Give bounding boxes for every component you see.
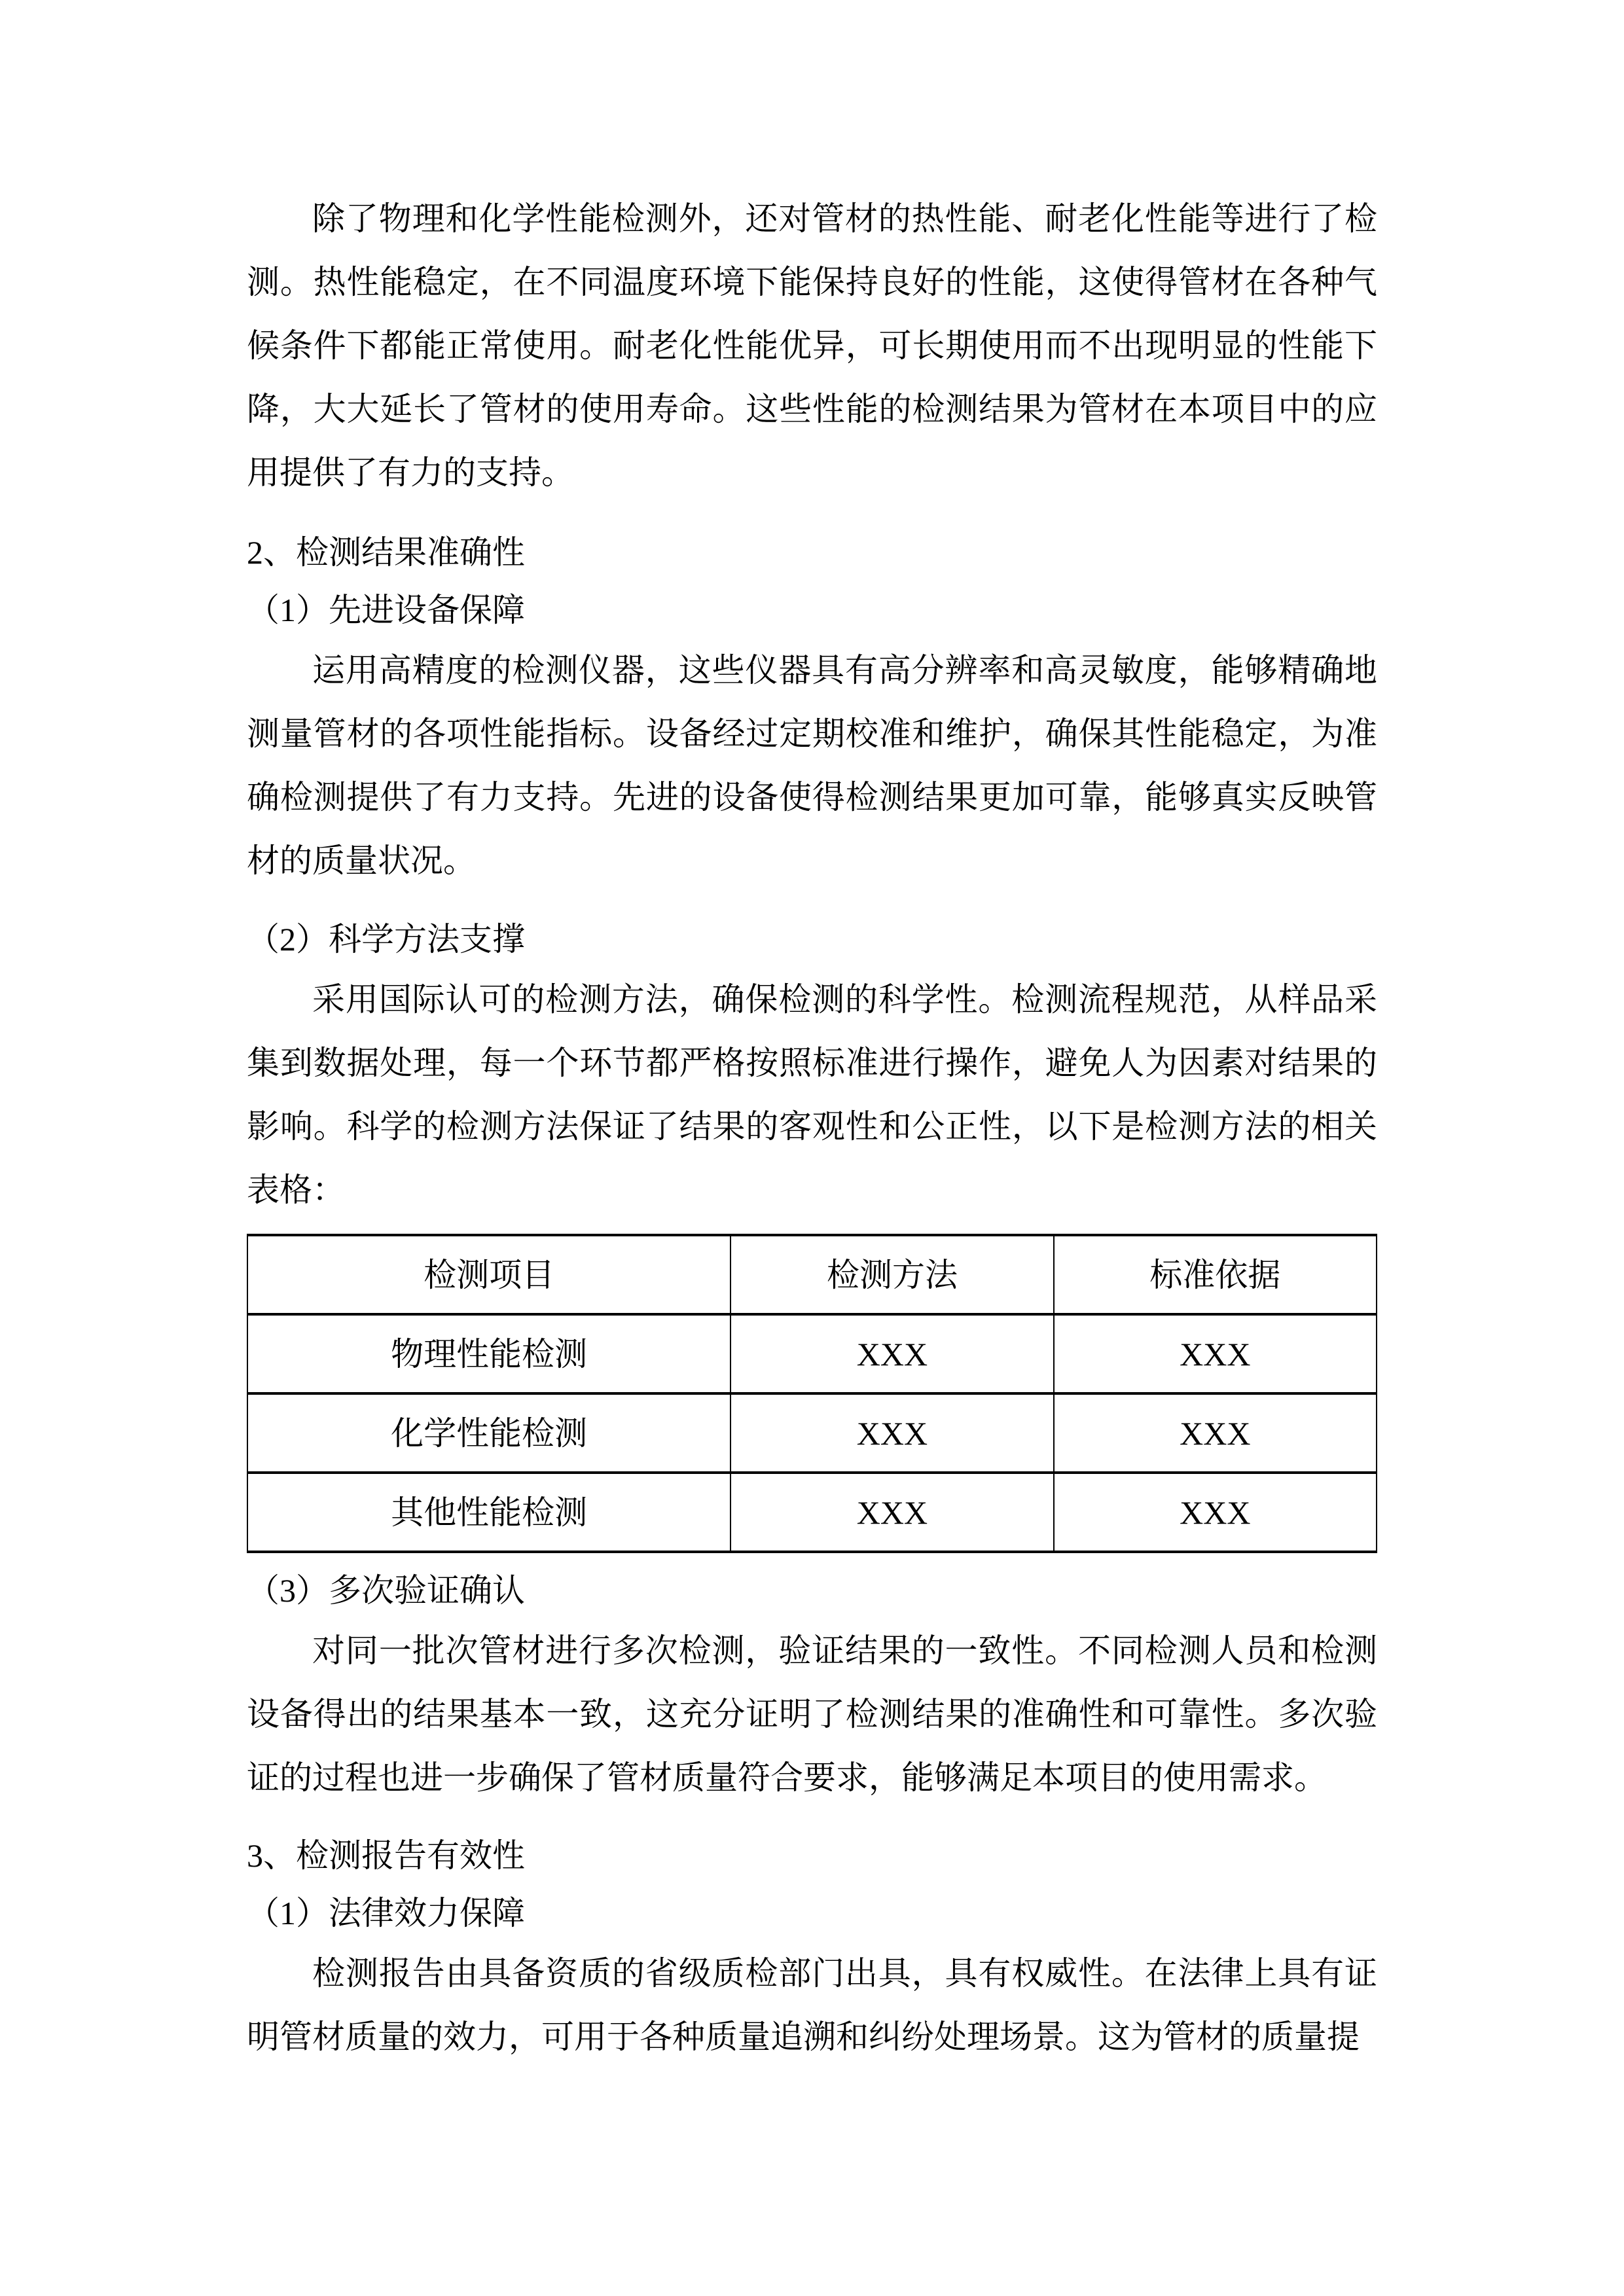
table-header-item: 检测项目 bbox=[247, 1235, 731, 1314]
heading-report-validity: 3、检测报告有效性 bbox=[247, 1837, 525, 1874]
table-cell-standard: XXX bbox=[1054, 1314, 1377, 1393]
table-cell-item: 其他性能检测 bbox=[247, 1473, 731, 1552]
table-cell-item: 物理性能检测 bbox=[247, 1314, 731, 1393]
table-header-row bbox=[247, 1235, 1377, 1314]
table-cell-method: XXX bbox=[731, 1393, 1053, 1473]
table-cell-item: 化学性能检测 bbox=[247, 1393, 731, 1473]
paragraph-multiple-verification: 对同一批次管材进行多次检测，验证结果的一致性。不同检测人员和检测设备得出的结果基本一致，这充分证明了检测结果的准确性和可靠性。多次验证的过程也进一步确保了管材质量符合要求，能够满足本项目的使用需求。 bbox=[247, 1632, 1377, 1796]
table-cell-standard: XXX bbox=[1054, 1393, 1377, 1473]
paragraph-thermal-aging: 除了物理和化学性能检测外，还对管材的热性能、耐老化性能等进行了检测。热性能稳定，在不同温度环境下能保持良好的性能，这使得管材在各种气候条件下都能正常使用。耐老化性能优异，可长期使用而不出现明显的性能下降，大大延长了管材的使用寿命。这些性能的检测结果为管材在本项目中的应用提供了有力的支持。 bbox=[247, 200, 1377, 491]
paragraph-scientific-method: 采用国际认可的检测方法，确保检测的科学性。检测流程规范，从样品采集到数据处理，每一个环节都严格按照标准进行操作，避免人为因素对结果的影响。科学的检测方法保证了结果的客观性和公正性，以下是检测方法的相关表格： bbox=[247, 981, 1377, 1208]
paragraph-advanced-equipment: 运用高精度的检测仪器，这些仪器具有高分辨率和高灵敏度，能够精确地测量管材的各项性能指标。设备经过定期校准和维护，确保其性能稳定，为准确检测提供了有力支持。先进的设备使得检测结果更加可靠，能够真实反映管材的质量状况。 bbox=[247, 652, 1377, 879]
table-cell-method: XXX bbox=[731, 1473, 1053, 1552]
heading-advanced-equipment: （1）先进设备保障 bbox=[247, 592, 525, 628]
heading-multiple-verification: （3）多次验证确认 bbox=[247, 1572, 525, 1609]
heading-result-accuracy: 2、检测结果准确性 bbox=[247, 534, 525, 571]
table-cell-method: XXX bbox=[731, 1314, 1053, 1393]
table-cell-standard: XXX bbox=[1054, 1473, 1377, 1552]
table-header-method: 检测方法 bbox=[731, 1235, 1053, 1314]
table-row bbox=[247, 1473, 1377, 1552]
heading-scientific-method: （2）科学方法支撑 bbox=[247, 921, 525, 958]
table-header-standard: 标准依据 bbox=[1054, 1235, 1377, 1314]
detection-method-table bbox=[247, 1234, 1377, 1553]
heading-legal-effect: （1）法律效力保障 bbox=[247, 1895, 525, 1931]
paragraph-legal-effect: 检测报告由具备资质的省级质检部门出具，具有权威性。在法律上具有证明管材质量的效力，可用于各种质量追溯和纠纷处理场景。这为管材的质量提 bbox=[247, 1955, 1377, 2055]
table-row bbox=[247, 1314, 1377, 1393]
table-row bbox=[247, 1393, 1377, 1473]
